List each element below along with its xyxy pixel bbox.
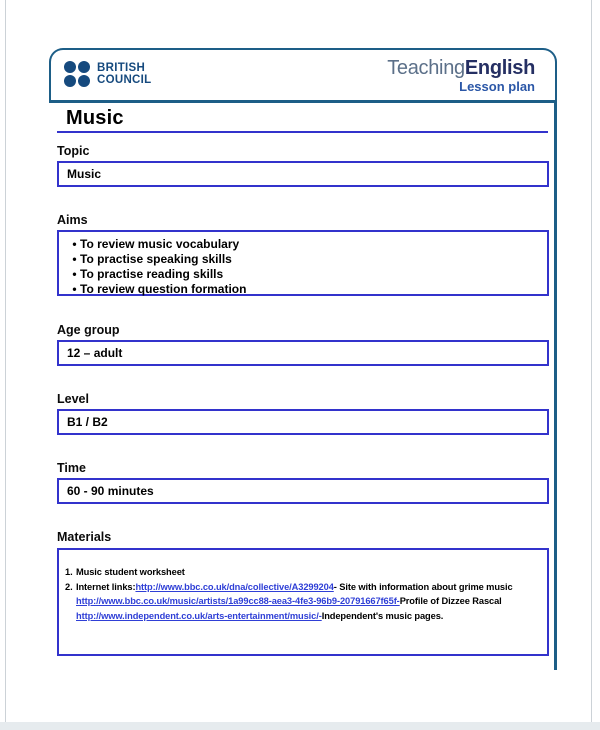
link-bbc-collective-desc: - Site with information about grime music xyxy=(333,581,513,592)
link-bbc-artist[interactable]: http://www.bbc.co.uk/music/artists/1a99cc88-aea3-4fe3-96b9-20791667f65f- xyxy=(76,596,400,606)
aims-item xyxy=(69,252,547,267)
time-label: Time xyxy=(57,461,86,475)
materials-item-2-continued xyxy=(59,594,547,609)
level-label: Level xyxy=(57,392,89,406)
aims-item-text: To practise reading skills xyxy=(80,267,224,281)
british-council-logo xyxy=(64,61,152,87)
link-independent-music-desc: Independent's music pages. xyxy=(321,610,444,621)
british-council-wordmark xyxy=(97,62,152,87)
aims-label: Aims xyxy=(57,213,88,227)
materials-item-1-text: Music student worksheet xyxy=(76,567,185,577)
materials-item-2-continued xyxy=(59,609,547,624)
logo-line1: BRITISH xyxy=(97,61,146,74)
page-edge-right xyxy=(591,0,592,722)
age-group-value-box xyxy=(57,340,549,366)
title-underline xyxy=(57,131,548,133)
age-group-label: Age group xyxy=(57,323,120,337)
page-edge-bottom xyxy=(0,722,600,730)
aims-item xyxy=(69,282,547,297)
brand-english: English xyxy=(464,57,535,79)
level-value-box xyxy=(57,409,549,435)
materials-item-2-prefix: Internet links: xyxy=(76,581,136,592)
time-value: 60 - 90 minutes xyxy=(67,484,154,498)
aims-item xyxy=(69,237,547,252)
link-independent-music[interactable]: http://www.independent.co.uk/arts-entertainment/music/- xyxy=(76,610,322,621)
header-frame xyxy=(49,48,557,103)
aims-item-text: To review question formation xyxy=(80,282,247,296)
teaching-english-brand xyxy=(387,57,535,94)
materials-item-2 xyxy=(59,580,547,595)
materials-item-1 xyxy=(59,565,547,580)
aims-item xyxy=(69,267,547,282)
brand-teaching: Teaching xyxy=(387,57,465,79)
page-edge-left xyxy=(5,0,6,722)
materials-value-box xyxy=(57,548,549,656)
list-number: 2. xyxy=(65,581,73,592)
link-bbc-artist-desc: Profile of Dizzee Rascal xyxy=(399,596,502,606)
topic-value-box xyxy=(57,161,549,187)
page-title: Music xyxy=(66,107,124,129)
list-number: 1. xyxy=(65,567,73,577)
aims-value-box xyxy=(57,230,549,296)
link-bbc-collective[interactable]: http://www.bbc.co.uk/dna/collective/A3299204 xyxy=(135,581,334,592)
lesson-plan-subtitle: Lesson plan xyxy=(459,79,535,94)
aims-item-text: To practise speaking skills xyxy=(80,252,232,266)
level-value: B1 / B2 xyxy=(67,415,108,429)
aims-item-text: To review music vocabulary xyxy=(80,237,240,251)
bullet-icon: • xyxy=(72,252,77,266)
materials-label: Materials xyxy=(57,530,112,544)
logo-line2: COUNCIL xyxy=(97,74,152,86)
age-group-value: 12 – adult xyxy=(67,346,123,360)
teaching-english-wordmark xyxy=(387,57,535,79)
bullet-icon: • xyxy=(72,267,77,281)
topic-value: Music xyxy=(67,167,102,181)
bullet-icon: • xyxy=(72,237,77,251)
bullet-icon: • xyxy=(72,282,77,296)
british-council-dots-icon xyxy=(64,61,90,87)
right-page-rule xyxy=(554,103,557,670)
time-value-box xyxy=(57,478,549,504)
topic-label: Topic xyxy=(57,144,90,158)
